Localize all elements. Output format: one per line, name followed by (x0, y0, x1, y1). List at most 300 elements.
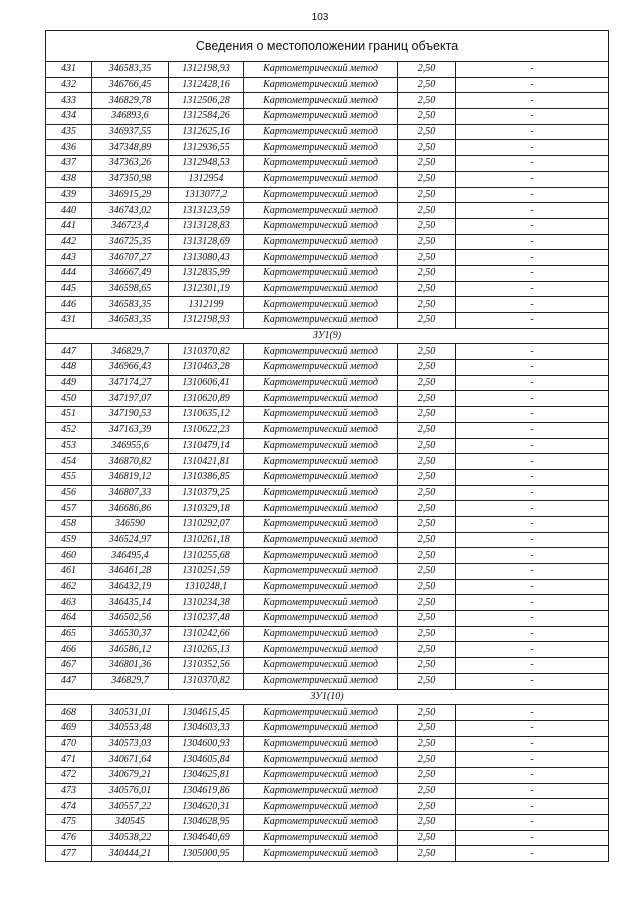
method-cell: Картометрический метод (244, 564, 398, 580)
accuracy-cell: 2,50 (398, 375, 456, 391)
y-coordinate-cell: 1313123,59 (169, 203, 244, 219)
point-number-cell: 437 (46, 156, 92, 172)
x-coordinate-cell: 346502,56 (92, 611, 169, 627)
table-row (46, 265, 609, 281)
title-row (46, 31, 609, 62)
accuracy-cell: 2,50 (398, 705, 456, 721)
y-coordinate-cell: 1310635,12 (169, 407, 244, 423)
method-cell: Картометрический метод (244, 297, 398, 313)
y-coordinate-cell: 1304619,86 (169, 783, 244, 799)
accuracy-cell: 2,50 (398, 783, 456, 799)
table-row (46, 469, 609, 485)
method-cell: Картометрический метод (244, 783, 398, 799)
method-cell: Картометрический метод (244, 532, 398, 548)
description-cell: - (456, 846, 609, 862)
y-coordinate-cell: 1304625,81 (169, 767, 244, 783)
point-number-cell: 465 (46, 626, 92, 642)
accuracy-cell: 2,50 (398, 140, 456, 156)
boundary-table (45, 30, 609, 862)
x-coordinate-cell: 346667,49 (92, 265, 169, 281)
y-coordinate-cell: 1313128,83 (169, 218, 244, 234)
accuracy-cell: 2,50 (398, 187, 456, 203)
method-cell: Картометрический метод (244, 438, 398, 454)
point-number-cell: 435 (46, 124, 92, 140)
x-coordinate-cell: 346829,7 (92, 673, 169, 689)
x-coordinate-cell: 347348,89 (92, 140, 169, 156)
point-number-cell: 434 (46, 109, 92, 125)
point-number-cell: 455 (46, 469, 92, 485)
method-cell: Картометрический метод (244, 156, 398, 172)
y-coordinate-cell: 1310242,66 (169, 626, 244, 642)
accuracy-cell: 2,50 (398, 203, 456, 219)
table-row (46, 297, 609, 313)
accuracy-cell: 2,50 (398, 313, 456, 329)
method-cell: Картометрический метод (244, 673, 398, 689)
accuracy-cell: 2,50 (398, 422, 456, 438)
y-coordinate-cell: 1310379,25 (169, 485, 244, 501)
description-cell: - (456, 454, 609, 470)
accuracy-cell: 2,50 (398, 438, 456, 454)
table-row (46, 673, 609, 689)
point-number-cell: 454 (46, 454, 92, 470)
y-coordinate-cell: 1312506,28 (169, 93, 244, 109)
point-number-cell: 443 (46, 250, 92, 266)
table-row (46, 642, 609, 658)
accuracy-cell: 2,50 (398, 469, 456, 485)
x-coordinate-cell: 346586,12 (92, 642, 169, 658)
accuracy-cell: 2,50 (398, 532, 456, 548)
y-coordinate-cell: 1312584,26 (169, 109, 244, 125)
point-number-cell: 462 (46, 579, 92, 595)
y-coordinate-cell: 1310620,89 (169, 391, 244, 407)
method-cell: Картометрический метод (244, 846, 398, 862)
description-cell: - (456, 297, 609, 313)
table-row (46, 187, 609, 203)
point-number-cell: 431 (46, 62, 92, 78)
y-coordinate-cell: 1310237,48 (169, 611, 244, 627)
accuracy-cell: 2,50 (398, 93, 456, 109)
accuracy-cell: 2,50 (398, 297, 456, 313)
x-coordinate-cell: 346686,86 (92, 501, 169, 517)
description-cell: - (456, 203, 609, 219)
table-row (46, 720, 609, 736)
method-cell: Картометрический метод (244, 218, 398, 234)
section-label: ЗУ1(9) (46, 328, 609, 344)
point-number-cell: 444 (46, 265, 92, 281)
accuracy-cell: 2,50 (398, 391, 456, 407)
x-coordinate-cell: 346915,29 (92, 187, 169, 203)
table-row (46, 548, 609, 564)
x-coordinate-cell: 340671,64 (92, 752, 169, 768)
description-cell: - (456, 438, 609, 454)
method-cell: Картометрический метод (244, 265, 398, 281)
accuracy-cell: 2,50 (398, 265, 456, 281)
x-coordinate-cell: 346937,55 (92, 124, 169, 140)
table-row (46, 799, 609, 815)
y-coordinate-cell: 1312198,93 (169, 313, 244, 329)
table-row (46, 626, 609, 642)
accuracy-cell: 2,50 (398, 658, 456, 674)
table-row (46, 501, 609, 517)
description-cell: - (456, 265, 609, 281)
accuracy-cell: 2,50 (398, 281, 456, 297)
description-cell: - (456, 187, 609, 203)
method-cell: Картометрический метод (244, 250, 398, 266)
table-row (46, 485, 609, 501)
accuracy-cell: 2,50 (398, 407, 456, 423)
method-cell: Картометрический метод (244, 407, 398, 423)
description-cell: - (456, 469, 609, 485)
description-cell: - (456, 532, 609, 548)
table-row (46, 156, 609, 172)
table-row (46, 375, 609, 391)
description-cell: - (456, 752, 609, 768)
x-coordinate-cell: 346955,6 (92, 438, 169, 454)
accuracy-cell: 2,50 (398, 218, 456, 234)
table-row (46, 658, 609, 674)
description-cell: - (456, 375, 609, 391)
point-number-cell: 441 (46, 218, 92, 234)
method-cell: Картометрический метод (244, 124, 398, 140)
description-cell: - (456, 124, 609, 140)
section-row (46, 689, 609, 705)
x-coordinate-cell: 346966,43 (92, 360, 169, 376)
description-cell: - (456, 626, 609, 642)
method-cell: Картометрический метод (244, 611, 398, 627)
x-coordinate-cell: 340573,03 (92, 736, 169, 752)
x-coordinate-cell: 340444,21 (92, 846, 169, 862)
description-cell: - (456, 501, 609, 517)
table-row (46, 705, 609, 721)
y-coordinate-cell: 1312428,16 (169, 77, 244, 93)
y-coordinate-cell: 1313080,43 (169, 250, 244, 266)
x-coordinate-cell: 340538,22 (92, 830, 169, 846)
y-coordinate-cell: 1312198,93 (169, 62, 244, 78)
accuracy-cell: 2,50 (398, 501, 456, 517)
x-coordinate-cell: 346743,02 (92, 203, 169, 219)
description-cell: - (456, 564, 609, 580)
description-cell: - (456, 140, 609, 156)
y-coordinate-cell: 1310248,1 (169, 579, 244, 595)
accuracy-cell: 2,50 (398, 799, 456, 815)
description-cell: - (456, 281, 609, 297)
description-cell: - (456, 109, 609, 125)
y-coordinate-cell: 1310370,82 (169, 673, 244, 689)
x-coordinate-cell: 346829,7 (92, 344, 169, 360)
description-cell: - (456, 250, 609, 266)
table-row (46, 564, 609, 580)
y-coordinate-cell: 1312948,53 (169, 156, 244, 172)
x-coordinate-cell: 346725,35 (92, 234, 169, 250)
method-cell: Картометрический метод (244, 109, 398, 125)
x-coordinate-cell: 346435,14 (92, 595, 169, 611)
accuracy-cell: 2,50 (398, 234, 456, 250)
y-coordinate-cell: 1310261,18 (169, 532, 244, 548)
x-coordinate-cell: 346807,33 (92, 485, 169, 501)
method-cell: Картометрический метод (244, 516, 398, 532)
description-cell: - (456, 344, 609, 360)
point-number-cell: 436 (46, 140, 92, 156)
x-coordinate-cell: 346819,12 (92, 469, 169, 485)
page-number: 103 (311, 12, 329, 23)
y-coordinate-cell: 1312199 (169, 297, 244, 313)
y-coordinate-cell: 1305000,95 (169, 846, 244, 862)
method-cell: Картометрический метод (244, 626, 398, 642)
table-row (46, 767, 609, 783)
x-coordinate-cell: 346829,78 (92, 93, 169, 109)
method-cell: Картометрический метод (244, 140, 398, 156)
description-cell: - (456, 391, 609, 407)
accuracy-cell: 2,50 (398, 564, 456, 580)
method-cell: Картометрический метод (244, 313, 398, 329)
method-cell: Картометрический метод (244, 595, 398, 611)
accuracy-cell: 2,50 (398, 579, 456, 595)
y-coordinate-cell: 1312936,55 (169, 140, 244, 156)
description-cell: - (456, 705, 609, 721)
accuracy-cell: 2,50 (398, 454, 456, 470)
point-number-cell: 463 (46, 595, 92, 611)
point-number-cell: 448 (46, 360, 92, 376)
point-number-cell: 475 (46, 815, 92, 831)
description-cell: - (456, 783, 609, 799)
accuracy-cell: 2,50 (398, 171, 456, 187)
method-cell: Картометрический метод (244, 187, 398, 203)
table-row (46, 846, 609, 862)
method-cell: Картометрический метод (244, 281, 398, 297)
accuracy-cell: 2,50 (398, 77, 456, 93)
point-number-cell: 440 (46, 203, 92, 219)
y-coordinate-cell: 1304620,31 (169, 799, 244, 815)
method-cell: Картометрический метод (244, 767, 398, 783)
description-cell: - (456, 156, 609, 172)
point-number-cell: 445 (46, 281, 92, 297)
description-cell: - (456, 595, 609, 611)
x-coordinate-cell: 347363,26 (92, 156, 169, 172)
x-coordinate-cell: 346583,35 (92, 297, 169, 313)
x-coordinate-cell: 346893,6 (92, 109, 169, 125)
method-cell: Картометрический метод (244, 93, 398, 109)
table-row (46, 815, 609, 831)
y-coordinate-cell: 1310329,18 (169, 501, 244, 517)
y-coordinate-cell: 1304628,95 (169, 815, 244, 831)
x-coordinate-cell: 347350,98 (92, 171, 169, 187)
method-cell: Картометрический метод (244, 171, 398, 187)
accuracy-cell: 2,50 (398, 156, 456, 172)
y-coordinate-cell: 1313077,2 (169, 187, 244, 203)
description-cell: - (456, 830, 609, 846)
point-number-cell: 447 (46, 344, 92, 360)
description-cell: - (456, 171, 609, 187)
x-coordinate-cell: 346530,37 (92, 626, 169, 642)
x-coordinate-cell: 346723,4 (92, 218, 169, 234)
description-cell: - (456, 736, 609, 752)
table-row (46, 454, 609, 470)
point-number-cell: 460 (46, 548, 92, 564)
method-cell: Картометрический метод (244, 579, 398, 595)
accuracy-cell: 2,50 (398, 720, 456, 736)
table-row (46, 611, 609, 627)
point-number-cell: 453 (46, 438, 92, 454)
point-number-cell: 446 (46, 297, 92, 313)
method-cell: Картометрический метод (244, 344, 398, 360)
method-cell: Картометрический метод (244, 485, 398, 501)
point-number-cell: 457 (46, 501, 92, 517)
x-coordinate-cell: 340576,01 (92, 783, 169, 799)
x-coordinate-cell: 340679,21 (92, 767, 169, 783)
point-number-cell: 464 (46, 611, 92, 627)
x-coordinate-cell: 346583,35 (92, 313, 169, 329)
accuracy-cell: 2,50 (398, 124, 456, 140)
point-number-cell: 433 (46, 93, 92, 109)
table-row (46, 830, 609, 846)
description-cell: - (456, 767, 609, 783)
accuracy-cell: 2,50 (398, 611, 456, 627)
accuracy-cell: 2,50 (398, 360, 456, 376)
description-cell: - (456, 218, 609, 234)
table-row (46, 93, 609, 109)
accuracy-cell: 2,50 (398, 830, 456, 846)
description-cell: - (456, 422, 609, 438)
accuracy-cell: 2,50 (398, 595, 456, 611)
description-cell: - (456, 93, 609, 109)
point-number-cell: 459 (46, 532, 92, 548)
y-coordinate-cell: 1312301,19 (169, 281, 244, 297)
description-cell: - (456, 611, 609, 627)
description-cell: - (456, 799, 609, 815)
x-coordinate-cell: 346766,45 (92, 77, 169, 93)
table-row (46, 595, 609, 611)
x-coordinate-cell: 346707,27 (92, 250, 169, 266)
accuracy-cell: 2,50 (398, 642, 456, 658)
accuracy-cell: 2,50 (398, 516, 456, 532)
table-row (46, 77, 609, 93)
y-coordinate-cell: 1312835,99 (169, 265, 244, 281)
point-number-cell: 472 (46, 767, 92, 783)
accuracy-cell: 2,50 (398, 548, 456, 564)
method-cell: Картометрический метод (244, 501, 398, 517)
description-cell: - (456, 673, 609, 689)
point-number-cell: 450 (46, 391, 92, 407)
table-row (46, 752, 609, 768)
description-cell: - (456, 579, 609, 595)
table-row (46, 783, 609, 799)
x-coordinate-cell: 347197,07 (92, 391, 169, 407)
table-row (46, 171, 609, 187)
point-number-cell: 471 (46, 752, 92, 768)
point-number-cell: 456 (46, 485, 92, 501)
accuracy-cell: 2,50 (398, 752, 456, 768)
y-coordinate-cell: 1312625,16 (169, 124, 244, 140)
method-cell: Картометрический метод (244, 62, 398, 78)
section-row (46, 328, 609, 344)
y-coordinate-cell: 1310421,81 (169, 454, 244, 470)
description-cell: - (456, 720, 609, 736)
method-cell: Картометрический метод (244, 375, 398, 391)
table-row (46, 360, 609, 376)
method-cell: Картометрический метод (244, 815, 398, 831)
method-cell: Картометрический метод (244, 642, 398, 658)
method-cell: Картометрический метод (244, 391, 398, 407)
y-coordinate-cell: 1304603,33 (169, 720, 244, 736)
x-coordinate-cell: 347174,27 (92, 375, 169, 391)
table-row (46, 218, 609, 234)
method-cell: Картометрический метод (244, 548, 398, 564)
description-cell: - (456, 658, 609, 674)
point-number-cell: 470 (46, 736, 92, 752)
method-cell: Картометрический метод (244, 830, 398, 846)
accuracy-cell: 2,50 (398, 736, 456, 752)
y-coordinate-cell: 1310255,68 (169, 548, 244, 564)
point-number-cell: 466 (46, 642, 92, 658)
y-coordinate-cell: 1310606,41 (169, 375, 244, 391)
point-number-cell: 473 (46, 783, 92, 799)
table-row (46, 579, 609, 595)
x-coordinate-cell: 346432,19 (92, 579, 169, 595)
x-coordinate-cell: 340531,01 (92, 705, 169, 721)
table-row (46, 407, 609, 423)
accuracy-cell: 2,50 (398, 673, 456, 689)
point-number-cell: 474 (46, 799, 92, 815)
x-coordinate-cell: 340545 (92, 815, 169, 831)
point-number-cell: 449 (46, 375, 92, 391)
x-coordinate-cell: 340557,22 (92, 799, 169, 815)
description-cell: - (456, 234, 609, 250)
description-cell: - (456, 548, 609, 564)
y-coordinate-cell: 1313128,69 (169, 234, 244, 250)
description-cell: - (456, 62, 609, 78)
accuracy-cell: 2,50 (398, 846, 456, 862)
accuracy-cell: 2,50 (398, 250, 456, 266)
description-cell: - (456, 360, 609, 376)
y-coordinate-cell: 1304600,93 (169, 736, 244, 752)
accuracy-cell: 2,50 (398, 109, 456, 125)
accuracy-cell: 2,50 (398, 767, 456, 783)
y-coordinate-cell: 1310292,07 (169, 516, 244, 532)
description-cell: - (456, 815, 609, 831)
y-coordinate-cell: 1304615,45 (169, 705, 244, 721)
table-row (46, 234, 609, 250)
y-coordinate-cell: 1310234,38 (169, 595, 244, 611)
y-coordinate-cell: 1310265,13 (169, 642, 244, 658)
section-label: ЗУ1(10) (46, 689, 609, 705)
y-coordinate-cell: 1312954 (169, 171, 244, 187)
table-row (46, 736, 609, 752)
point-number-cell: 442 (46, 234, 92, 250)
table-row (46, 250, 609, 266)
point-number-cell: 468 (46, 705, 92, 721)
x-coordinate-cell: 346524,97 (92, 532, 169, 548)
point-number-cell: 447 (46, 673, 92, 689)
point-number-cell: 458 (46, 516, 92, 532)
method-cell: Картометрический метод (244, 736, 398, 752)
method-cell: Картометрический метод (244, 234, 398, 250)
method-cell: Картометрический метод (244, 422, 398, 438)
y-coordinate-cell: 1310251,59 (169, 564, 244, 580)
method-cell: Картометрический метод (244, 77, 398, 93)
method-cell: Картометрический метод (244, 658, 398, 674)
table-row (46, 140, 609, 156)
x-coordinate-cell: 346870,82 (92, 454, 169, 470)
y-coordinate-cell: 1310622,23 (169, 422, 244, 438)
table-row (46, 391, 609, 407)
description-cell: - (456, 516, 609, 532)
point-number-cell: 439 (46, 187, 92, 203)
y-coordinate-cell: 1310352,56 (169, 658, 244, 674)
table-row (46, 532, 609, 548)
x-coordinate-cell: 347163,39 (92, 422, 169, 438)
x-coordinate-cell: 347190,53 (92, 407, 169, 423)
method-cell: Картометрический метод (244, 469, 398, 485)
